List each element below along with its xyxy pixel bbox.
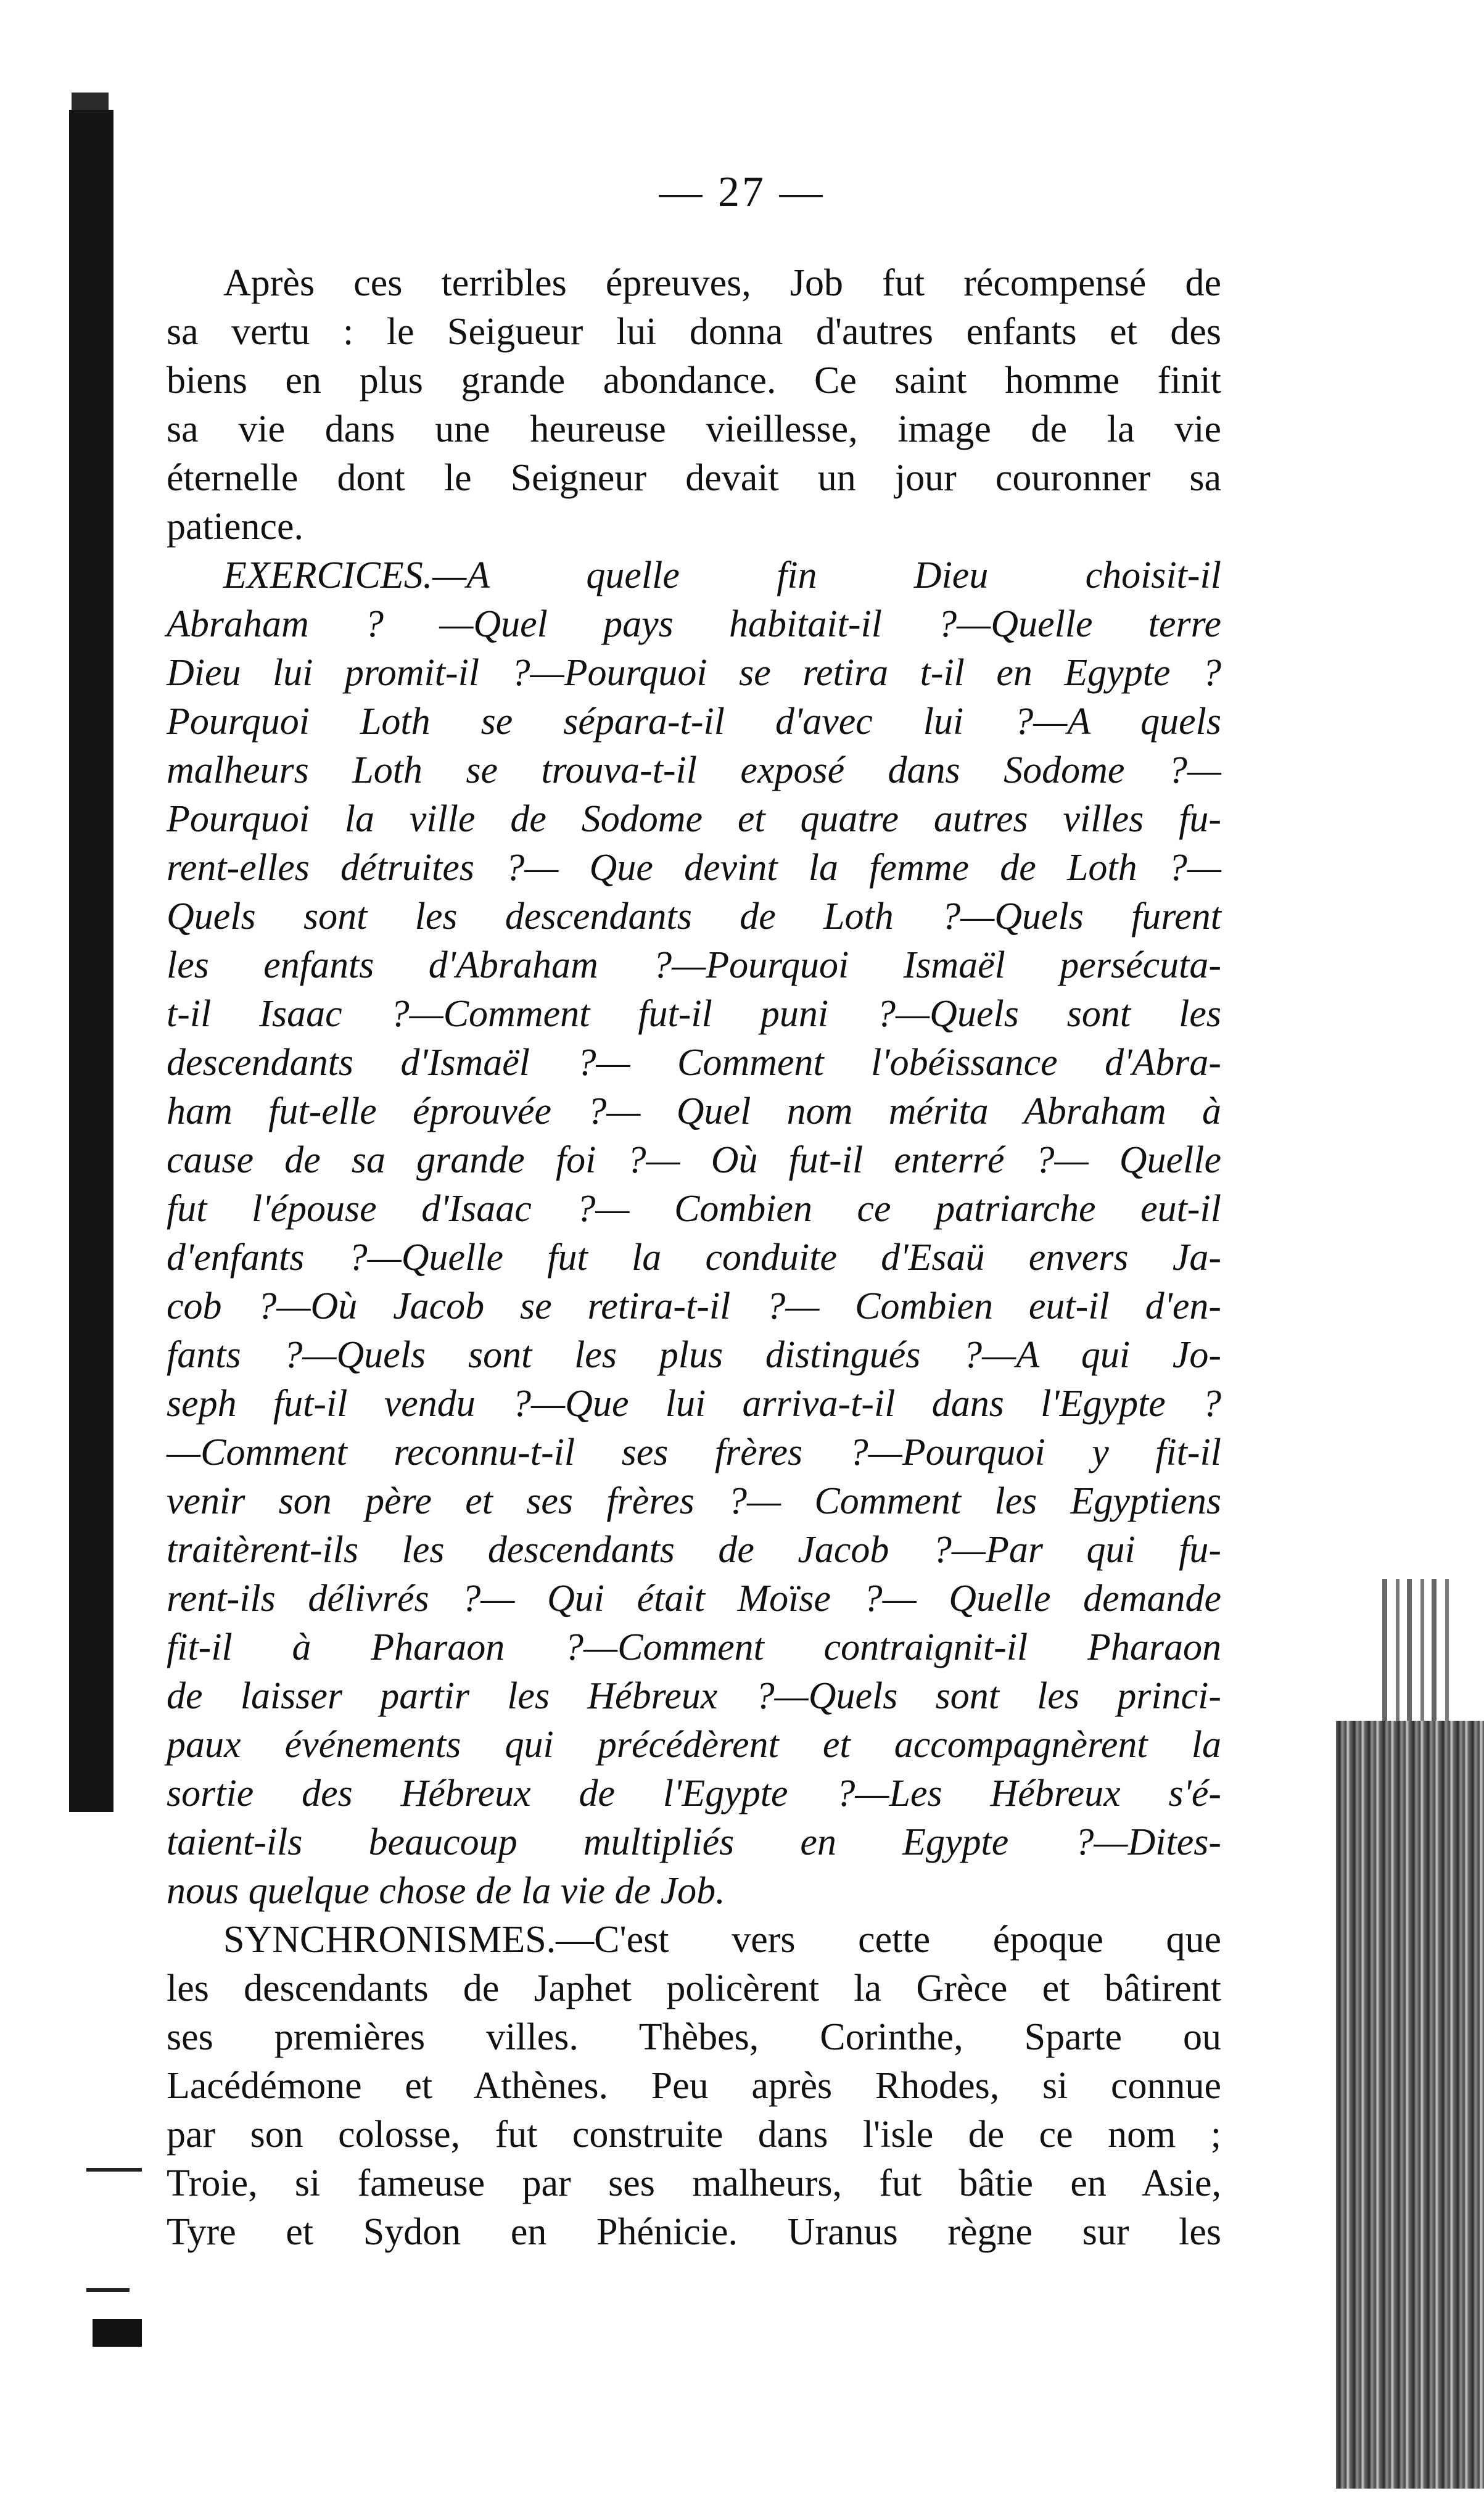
text-line: d'enfants ?—Quelle fut la conduite d'Esaü envers Ja- (167, 1237, 1221, 1279)
text-line: venir son père et ses frères ?— Comment les Egyptiens (167, 1480, 1221, 1522)
text-line: fants ?—Quels sont les plus distingués ?—A qui Jo- (167, 1334, 1221, 1376)
text-line: sa vertu : le Seigueur lui donna d'autres enfants et des (167, 311, 1221, 353)
text-line: Pourquoi Loth se sépara-t-il d'avec lui ?—A quels (167, 701, 1221, 743)
text-line: sa vie dans une heureuse vieillesse, image de la vie (167, 408, 1221, 450)
text-line: SYNCHRONISMES.—C'est vers cette époque que (223, 1919, 1221, 1961)
text-line: Quels sont les descendants de Loth ?—Quels furent (167, 896, 1221, 937)
margin-mark (86, 2288, 130, 2292)
text-line: éternelle dont le Seigneur devait un jour couronner sa (167, 457, 1221, 499)
text-line: les enfants d'Abraham ?—Pourquoi Ismaël persécuta- (167, 944, 1221, 986)
text-line: cause de sa grande foi ?— Où fut-il enterré ?— Quelle (167, 1139, 1221, 1181)
text-line: EXERCICES.—A quelle fin Dieu choisit-il (223, 554, 1221, 596)
text-line: paux événements qui précédèrent et accompagnèrent la (167, 1724, 1221, 1766)
text-line: Pourquoi la ville de Sodome et quatre autres villes fu- (167, 798, 1221, 840)
text-line: Troie, si fameuse par ses malheurs, fut bâtie en Asie, (167, 2162, 1221, 2204)
text-line: Dieu lui promit-il ?—Pourquoi se retira t-il en Egypte ? (167, 652, 1221, 694)
text-line: t-il Isaac ?—Comment fut-il puni ?—Quels sont les (167, 993, 1221, 1035)
text-line: patience. (167, 506, 304, 548)
text-line: descendants d'Ismaël ?— Comment l'obéissance d'Abra- (167, 1042, 1221, 1084)
text-line: sortie des Hébreux de l'Egypte ?—Les Hébreux s'é- (167, 1773, 1221, 1814)
page-number: — 27 — (659, 168, 825, 216)
text-line: Après ces terribles épreuves, Job fut récompensé de (223, 262, 1221, 304)
text-line: biens en plus grande abondance. Ce saint homme finit (167, 360, 1221, 402)
text-line: de laisser partir les Hébreux ?—Quels sont les princi- (167, 1675, 1221, 1717)
text-line: seph fut-il vendu ?—Que lui arriva-t-il dans l'Egypte ? (167, 1383, 1221, 1425)
margin-mark (86, 2168, 142, 2172)
text-line: taient-ils beaucoup multipliés en Egypte ?—Dites- (167, 1821, 1221, 1863)
text-line: les descendants de Japhet policèrent la Grèce et bâtirent (167, 1967, 1221, 2009)
text-line: traitèrent-ils les descendants de Jacob ?—Par qui fu- (167, 1529, 1221, 1571)
margin-block (93, 2319, 142, 2347)
text-line: par son colosse, fut construite dans l'isle de ce nom ; (167, 2114, 1221, 2156)
text-line: ham fut-elle éprouvée ?— Quel nom mérita Abraham à (167, 1090, 1221, 1132)
text-line: ses premières villes. Thèbes, Corinthe, Sparte ou (167, 2016, 1221, 2058)
text-line: nous quelque chose de la vie de Job. (167, 1870, 725, 1912)
text-line: Abraham ? —Quel pays habitait-il ?—Quelle terre (167, 603, 1221, 645)
text-line: malheurs Loth se trouva-t-il exposé dans Sodome ?— (167, 749, 1221, 791)
text-line: fit-il à Pharaon ?—Comment contraignit-il Pharaon (167, 1626, 1221, 1668)
body-text (167, 259, 1221, 2257)
text-line: Tyre et Sydon en Phénicie. Uranus règne sur les (167, 2211, 1221, 2253)
text-line: Lacédémone et Athènes. Peu après Rhodes, si connue (167, 2065, 1221, 2107)
text-line: rent-elles détruites ?— Que devint la femme de Loth ?— (167, 847, 1221, 889)
text-line: —Comment reconnu-t-il ses frères ?—Pourquoi y fit-il (167, 1431, 1221, 1473)
binding-edge (69, 110, 113, 1812)
text-line: fut l'épouse d'Isaac ?— Combien ce patriarche eut-il (167, 1188, 1221, 1230)
scan-edge-noise (1382, 1579, 1450, 1721)
scan-edge-shadow (1336, 1721, 1484, 2489)
text-line: rent-ils délivrés ?— Qui était Moïse ?— Quelle demande (167, 1578, 1221, 1620)
text-line: cob ?—Où Jacob se retira-t-il ?— Combien eut-il d'en- (167, 1285, 1221, 1327)
